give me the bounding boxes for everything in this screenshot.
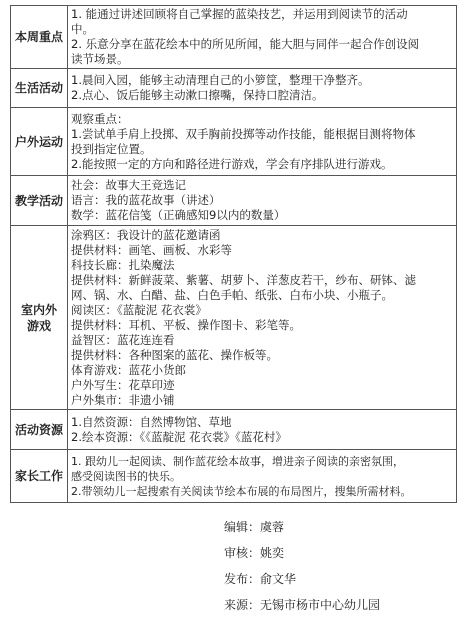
content-line: 提供材料：新鲜菠菜、紫薯、胡萝卜、洋葱皮若干，纱布、研钵、滤 <box>71 272 416 287</box>
content-line: 社会：故事大王竞选记 <box>71 178 186 192</box>
content-line: 阅读区：《蓝靛泥 花衣裳》 <box>71 302 207 317</box>
table-row <box>11 410 457 450</box>
content-line: 网、锅、水、白醋、盐、白色手帕、纸张、白布小块、小瓶子。 <box>71 287 393 302</box>
weekly-plan-table <box>10 5 457 503</box>
weekly-plan-sheet <box>10 5 457 503</box>
row-label: 教学活动 <box>11 176 68 226</box>
content-line: 1.自然资源：自然博物馆、草地 <box>71 414 232 429</box>
table-row <box>11 108 457 176</box>
content-line: 益智区：蓝花连连看 <box>71 332 175 347</box>
content-line: 语言：我的蓝花故事（讲述） <box>71 193 221 207</box>
content-line: 投到指定位置。 <box>71 141 152 156</box>
row-label: 家长工作 <box>11 450 68 503</box>
row-content <box>68 69 457 108</box>
content-line: 数学：蓝花信笺（正确感知9以内的数量） <box>71 208 286 222</box>
table-row <box>11 69 457 108</box>
content-line: 观察重点： <box>71 111 129 126</box>
content-line: 提供材料：耳机、平板、操作图卡、彩笔等。 <box>71 317 301 332</box>
table-row <box>11 450 457 503</box>
content-line: 提供材料：各种图案的蓝花、操作板等。 <box>71 347 278 362</box>
content-line: 1.晨间入园，能够主动清理自己的小箩筐，整理干净整齐。 <box>71 73 370 87</box>
content-line: 2.带领幼儿一起搜索有关阅读节绘本布展的布局图片，搜集所需材料。 <box>71 484 412 498</box>
row-label-line: 游戏 <box>26 318 51 333</box>
content-line: 1. 能通过讲述回顾将自己掌握的蓝染技艺，并运用到阅读节的活动 <box>71 7 408 21</box>
row-label <box>11 226 68 410</box>
row-label: 生活活动 <box>11 69 68 108</box>
row-content <box>68 176 457 226</box>
content-line: 2.能按照一定的方向和路径进行游戏，学会有序排队进行游戏。 <box>71 156 393 171</box>
content-line: 户外写生：花草印迹 <box>71 377 175 392</box>
table-row <box>11 226 457 410</box>
content-line: 2. 乐意分享在蓝花绘本中的所见所闻，能大胆与同伴一起合作创设阅 <box>71 37 420 51</box>
editor-credit: 编辑：虞蓉 <box>224 520 285 534</box>
publisher-credit: 发布：俞文华 <box>224 572 297 586</box>
reviewer-credit: 审核：姚奕 <box>224 546 285 560</box>
content-line: 中。 <box>71 22 94 36</box>
content-line: 1.尝试单手肩上投掷、双手胸前投掷等动作技能，能根据目测将物体 <box>71 126 416 141</box>
row-label: 户外运动 <box>11 108 68 176</box>
content-line: 感受阅读图书的快乐。 <box>71 469 181 483</box>
row-content <box>68 108 457 176</box>
content-line: 2.绘本资源：《《蓝靛泥 花衣裳》《蓝花村》 <box>71 429 287 444</box>
content-line: 1. 跟幼儿一起阅读、制作蓝花绘本故事，增进亲子阅读的亲密氛围， <box>71 454 404 468</box>
table-row <box>11 176 457 226</box>
row-label-line: 室内外 <box>20 302 57 317</box>
row-content <box>68 6 457 69</box>
row-content <box>68 226 457 410</box>
content-line: 提供材料：画笔、画板、水彩等 <box>71 242 232 257</box>
row-label: 活动资源 <box>11 410 68 450</box>
row-content <box>68 450 457 503</box>
content-line: 2.点心、饭后能够主动漱口擦嘴，保持口腔清洁。 <box>71 88 324 102</box>
content-line: 读节场景。 <box>71 52 129 66</box>
content-line: 户外集市：非遗小铺 <box>71 392 175 407</box>
row-content <box>68 410 457 450</box>
content-line: 科技长廊：扎染魔法 <box>71 257 175 272</box>
content-line: 涂鸦区：我设计的蓝花邀请函 <box>71 227 221 242</box>
content-line: 体育游戏：蓝花小货郎 <box>71 362 186 377</box>
row-label: 本周重点 <box>11 6 68 69</box>
table-row <box>11 6 457 69</box>
source-credit: 来源：无锡市杨市中心幼儿园 <box>224 598 381 612</box>
